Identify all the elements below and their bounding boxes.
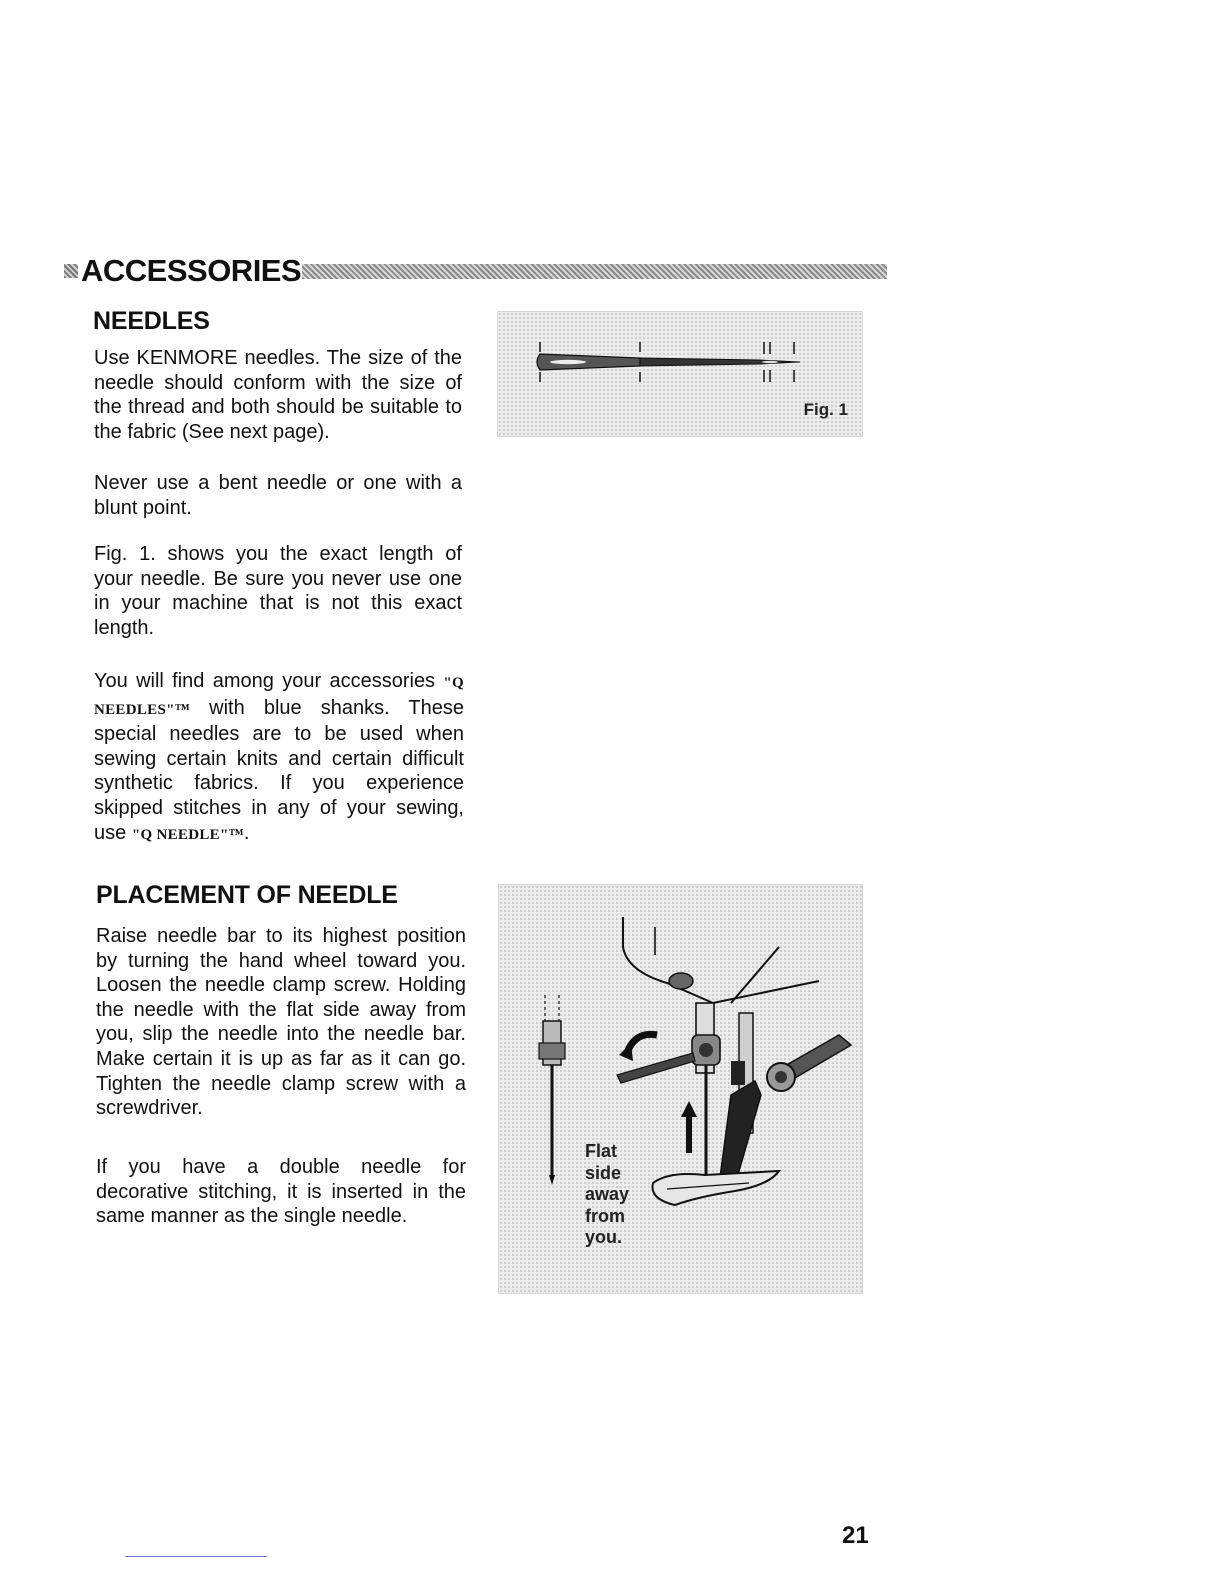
caption-line-4: from [585,1205,625,1226]
figure-1-needle [497,311,863,437]
placement-heading: PLACEMENT OF NEEDLE [96,881,398,909]
needles-paragraph-2: Never use a bent needle or one with a blunt point. [94,472,462,519]
footer-rule [125,1556,267,1557]
figure-needle-placement [498,884,863,1294]
section-rule [302,264,887,279]
caption-line-5: you. [585,1227,623,1247]
needles-paragraph-3: Fig. 1. shows you the exact length of your needle. Be sure you never use one in your machine that is not this exact length. [94,543,462,639]
section-header [64,252,888,292]
placement-paragraph-2: If you have a double needle for decorative stitching, it is inserted in the same manner as the single needle. [96,1156,466,1228]
section-marker [64,264,78,278]
caption-line-2: side [585,1162,622,1183]
needles-paragraph-4 [94,669,464,847]
needles-heading: NEEDLES [93,307,210,335]
caption-line-1: Flat [585,1141,618,1161]
placement-paragraph-1: Raise needle bar to its highest position by turning the hand wheel toward you. Loosen the needle clamp screw. Holding the needle with the flat side away from you, slip the needle into the needle bar. Make certain it is up as far as it can go. Tighten the needle clamp screw with a screwdriver. [96,925,466,1120]
figure-caption [585,1141,655,1249]
q-needles-mark: "Q NEEDLES"™ [94,675,464,718]
p4-text-middle: with blue shanks. These special needles are to be used when sewing certain knits and certain difficult synthetic fabrics. If you experience skipped stitches in any of your sewing, use [94,696,464,844]
caption-line-3: away [585,1184,630,1204]
needles-paragraph-1: Use KENMORE needles. The size of the needle should conform with the size of the thread and both should be suitable to the fabric (See next page). [94,347,462,443]
needle-placement-illustration [499,885,862,1293]
section-title: ACCESSORIES [81,253,302,288]
figure-1-label: Fig. 1 [803,400,848,419]
page-number: 21 [842,1522,869,1549]
p4-text-start: You will find among your accessories [94,670,444,692]
p4-text-end: . [243,821,250,844]
q-needle-mark: "Q NEEDLE"™ [131,826,244,843]
